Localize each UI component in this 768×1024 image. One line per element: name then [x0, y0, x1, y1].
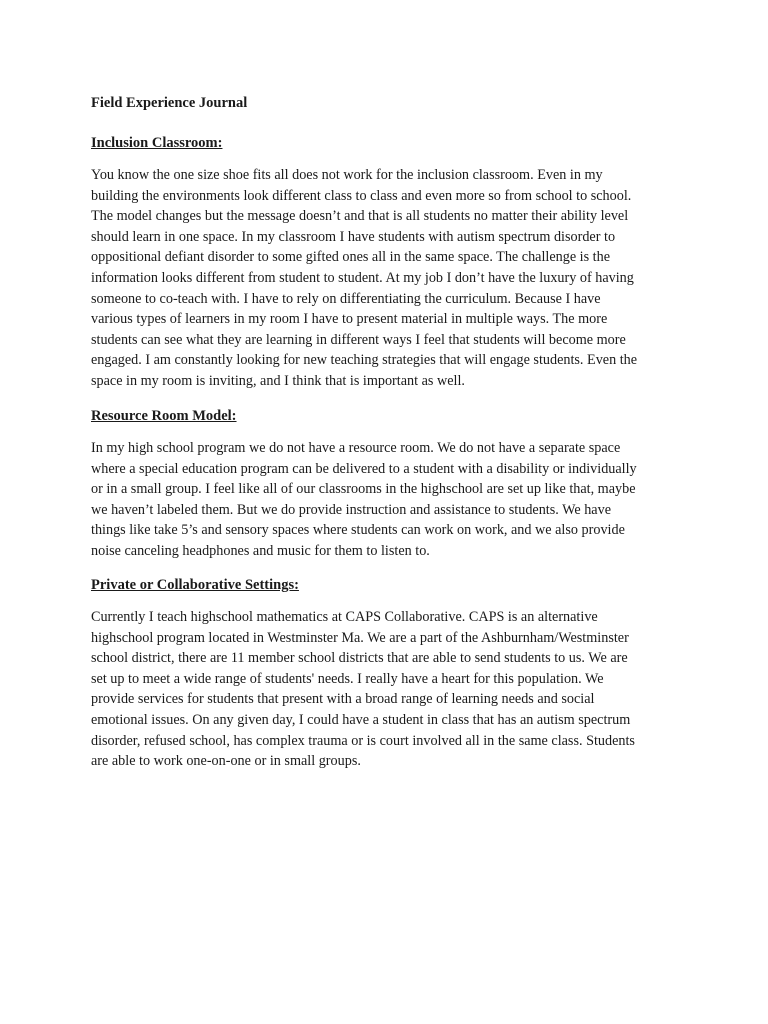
section-body-resource-room-model [91, 438, 691, 562]
text-line: In my high school program we do not have a resource room. We do not have a separate space [91, 440, 621, 456]
document-title: Field Experience Journal [91, 95, 248, 111]
section-body-inclusion-classroom [91, 165, 691, 392]
text-line: space in my room is inviting, and I think that is important as well. [91, 372, 465, 389]
text-line: noise canceling headphones and music for them to listen to. [91, 542, 430, 559]
text-line: provide services for students that present with a broad range of learning needs and social [91, 691, 595, 708]
section-heading-resource-room-model: Resource Room Model: [91, 408, 237, 424]
text-line: The model changes but the message doesn’t and that is all students no matter their ability level [91, 208, 629, 225]
text-line: oppositional defiant disorder to some gifted ones all in the same space. The challenge is the [91, 249, 611, 266]
text-line: disorder, refused school, has complex trauma or is court involved all in the same class. Students [91, 732, 635, 749]
text-line: things like take 5’s and sensory spaces where students can work on work, and we also provide [91, 522, 625, 539]
section-heading-private-collaborative-settings: Private or Collaborative Settings: [91, 577, 299, 593]
section-heading-inclusion-classroom: Inclusion Classroom: [91, 135, 223, 151]
text-line: someone to co-teach with. I have to rely on differentiating the curriculum. Because I have [91, 290, 601, 307]
text-line: You know the one size shoe fits all does not work for the inclusion classroom. Even in my [91, 167, 603, 183]
section-body-private-collaborative-settings [91, 607, 691, 772]
text-line: emotional issues. On any given day, I could have a student in class that has an autism spectrum [91, 711, 631, 728]
text-line: set up to meet a wide range of students' needs. I really have a heart for this population. We [91, 670, 604, 687]
text-line: building the environments look different class to class and even more so from school to school. [91, 187, 632, 204]
text-line: engaged. I am constantly looking for new teaching strategies that will engage students. Even the [91, 352, 638, 369]
text-line: various types of learners in my room I have to present material in multiple ways. The more [91, 311, 608, 328]
text-line: where a special education program can be delivered to a student with a disability or individually [91, 460, 637, 477]
text-line: Currently I teach highschool mathematics at CAPS Collaborative. CAPS is an alternative [91, 609, 598, 625]
text-line: highschool program located in Westminster Ma. We are a part of the Ashburnham/Westminster [91, 629, 629, 646]
text-line: or in a small group. I feel like all of our classrooms in the highschool are set up like that, maybe [91, 481, 636, 498]
text-line: students can see what they are learning in different ways I feel that students will become more [91, 331, 626, 348]
text-line: should learn in one space. In my classroom I have students with autism spectrum disorder to [91, 228, 616, 245]
text-line: information looks different from student to student. At my job I don’t have the luxury of having [91, 269, 634, 286]
text-line: we haven’t labeled them. But we do provide instruction and assistance to students. We have [91, 501, 611, 518]
text-line: are able to work one-on-one or in small groups. [91, 753, 361, 770]
text-line: school district, there are 11 member school districts that are able to send students to us. We are [91, 650, 628, 667]
